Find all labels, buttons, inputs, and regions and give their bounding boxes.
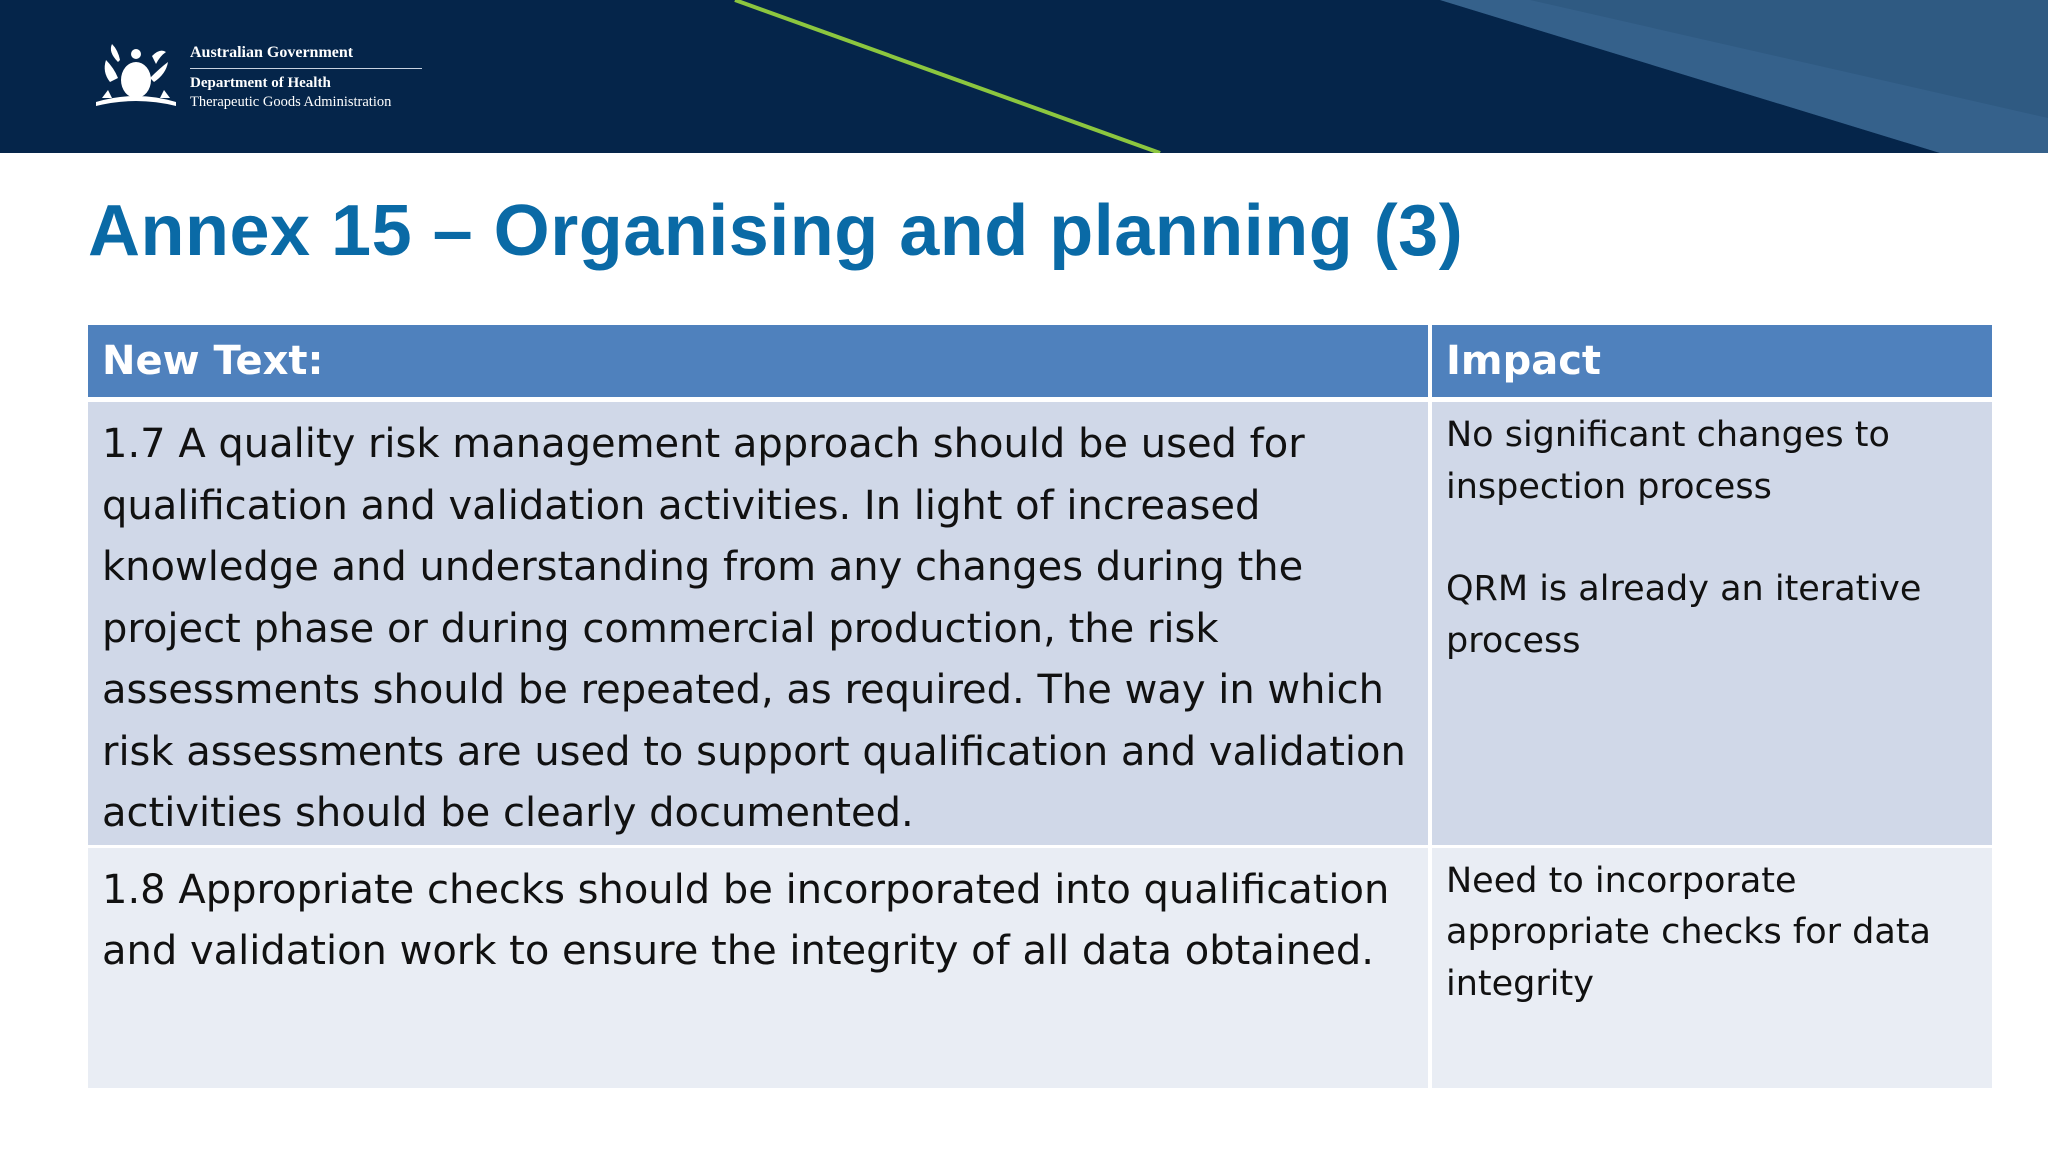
table-row xyxy=(88,846,1992,1089)
annex-table xyxy=(88,325,1992,1091)
logo-agency: Therapeutic Goods Administration xyxy=(190,93,392,110)
header-banner xyxy=(0,0,2048,153)
impact-spacer xyxy=(1446,513,1978,564)
requirement-text: 1.7 A quality risk management approach should be used for qualification and validation activities. In light of increased knowledge and understanding from any changes during the project phase or during commercial production, the risk assessments should be repeated, as required. The way in which risk assessments are used to support qualification and validation activities should be clearly documented. xyxy=(88,400,1430,847)
slide-title: Annex 15 – Organising and planning (3) xyxy=(88,191,1464,271)
impact-item: Need to incorporate appropriate checks for data integrity xyxy=(1446,860,1931,1004)
logo-government: Australian Government xyxy=(190,44,422,69)
table-row xyxy=(88,400,1992,847)
impact-item: QRM is already an iterative process xyxy=(1446,569,1922,661)
table-header-row xyxy=(88,325,1992,400)
banner-stripe xyxy=(735,0,1160,153)
impact-cell xyxy=(1430,400,1992,847)
header-new-text: New Text: xyxy=(88,325,1430,400)
logo-department: Department of Health xyxy=(190,74,331,91)
header-impact: Impact xyxy=(1430,325,1992,400)
government-logo xyxy=(88,32,422,122)
impact-cell xyxy=(1430,846,1992,1089)
coat-of-arms-icon xyxy=(88,42,184,112)
impact-item: No significant changes to inspection process xyxy=(1446,415,1890,507)
logo-text xyxy=(190,44,422,111)
requirement-text: 1.8 Appropriate checks should be incorporated into qualification and validation work to ensure the integrity of all data obtained. xyxy=(88,846,1430,1089)
